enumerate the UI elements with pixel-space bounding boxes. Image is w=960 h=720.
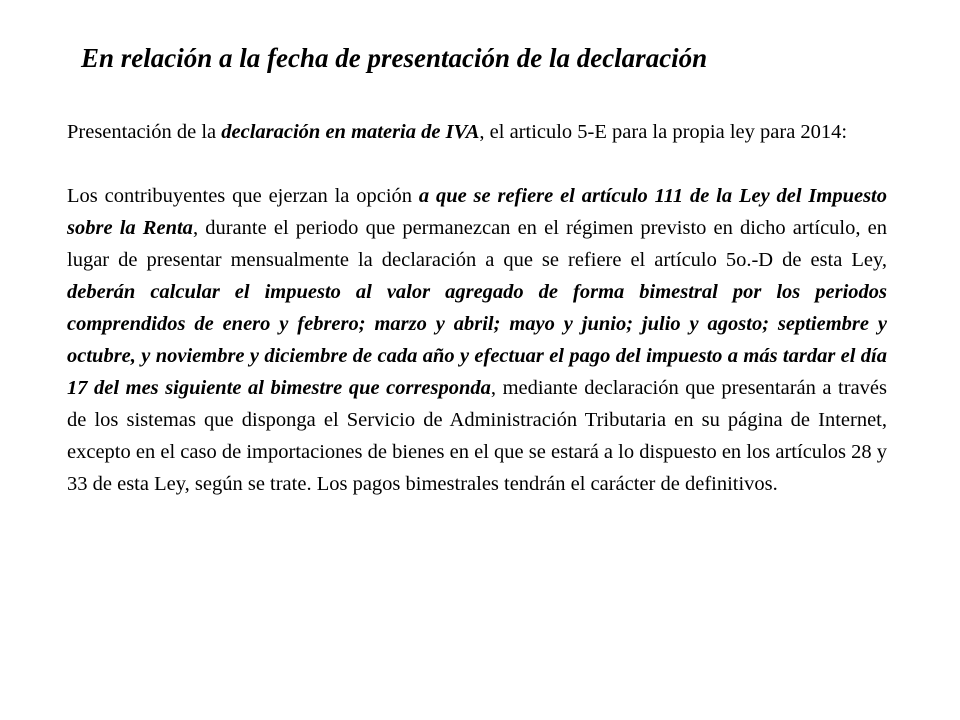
slide-title: En relación a la fecha de presentación de la declaración (81, 43, 708, 73)
article-emphasis-1: a que se refiere el artículo 111 de la Ley del Impuesto sobre la Renta (67, 185, 887, 239)
intro-text-1: Presentación de la (67, 121, 222, 143)
article-emphasis-2: deberán calcular el impuesto al valor agregado de forma bimestral por los periodos comprendidos de enero y febrero; marzo y abril; mayo y junio; julio y agosto; septiembre y octubre, y noviembre y diciembre de cada año y efectuar el pago del impuesto a más tardar el día 17 del mes siguiente al bimestre que corresponda (67, 281, 887, 399)
intro-text-2: , el articulo 5-E para la propia ley para 2014: (479, 121, 848, 143)
article-text-1: Los contribuyentes que ejerzan la opción (67, 185, 419, 207)
paragraph-article (67, 180, 887, 500)
article-text-3: , mediante declaración que presentarán a través de los sistemas que disponga el Servicio de Administración Tributaria en su página de Internet, excepto en el caso de importaciones de bienes en el que se estará a lo dispuesto en los artículos 28 y 33 de esta Ley, según se trate. Los pagos bimestrales tendrán el carácter de definitivos. (67, 377, 887, 495)
article-text-2: , durante el periodo que permanezcan en el régimen previsto en dicho artículo, en lugar de presentar mensualmente la declaración a que se refiere el artículo 5o.-D de esta Ley, (67, 217, 887, 271)
intro-emphasis: declaración en materia de IVA (221, 121, 480, 143)
slide-body (67, 116, 887, 500)
paragraph-intro (67, 116, 887, 148)
